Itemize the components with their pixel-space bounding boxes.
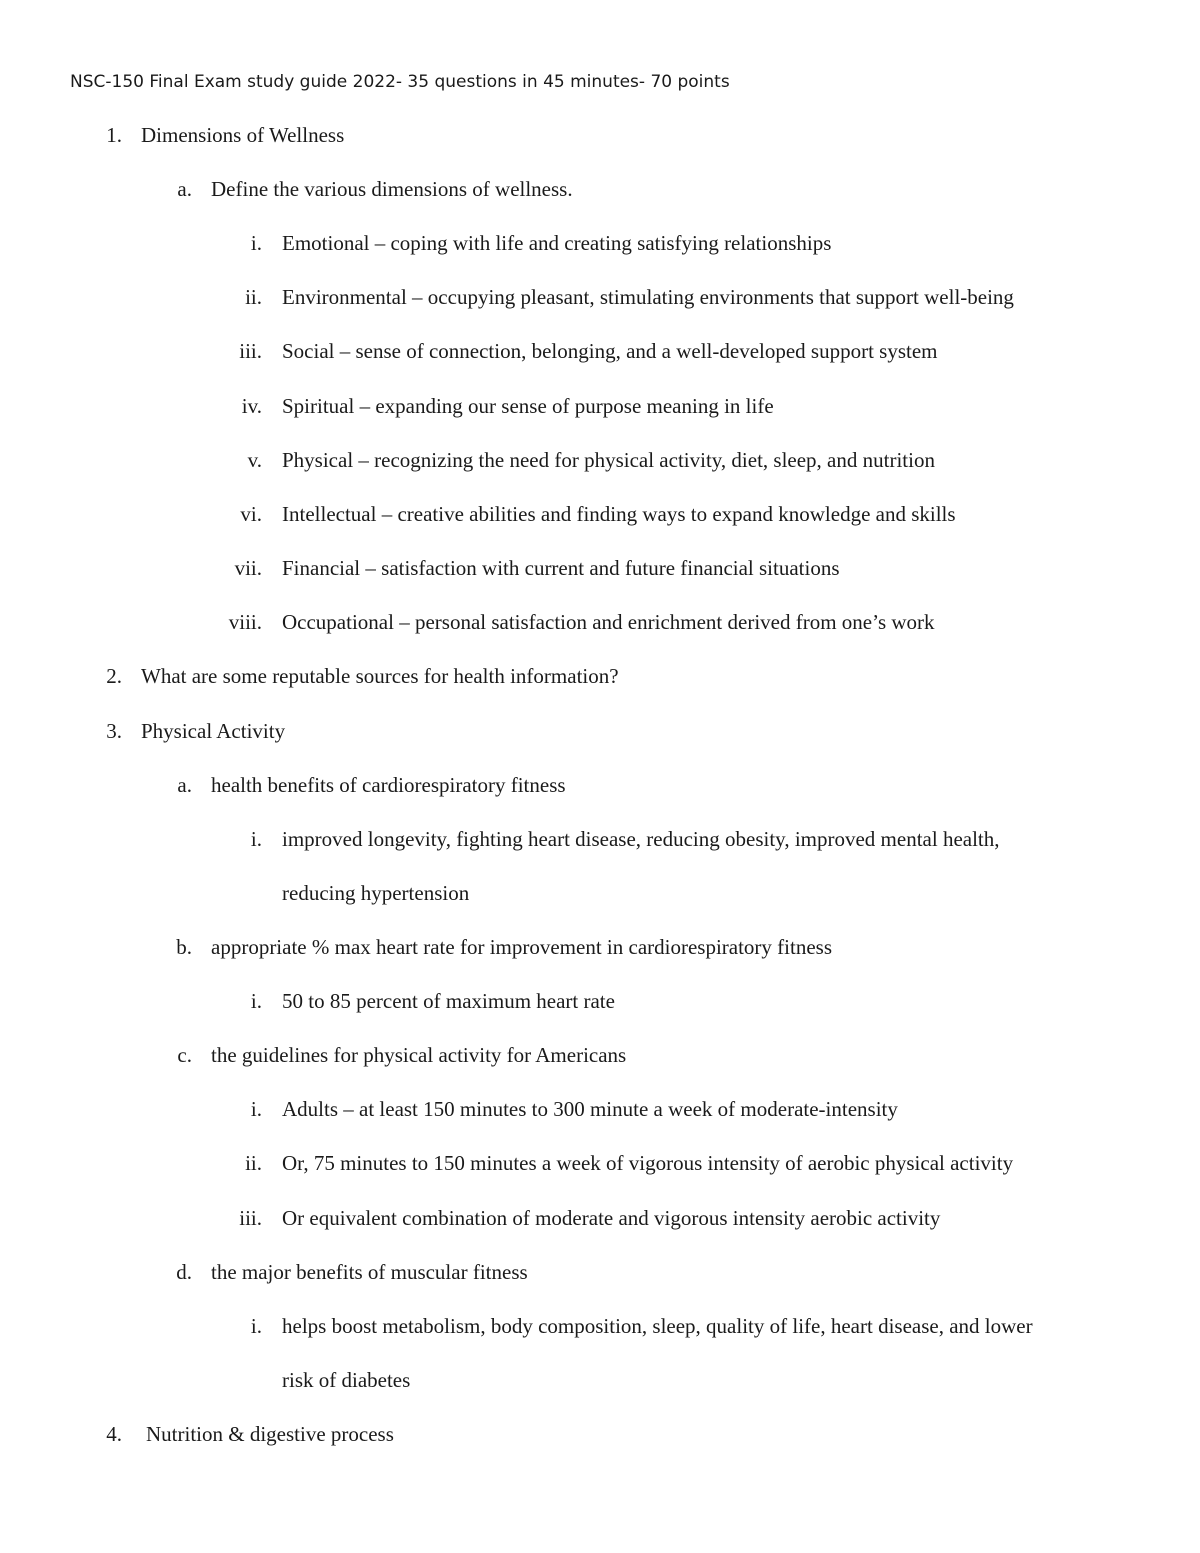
list-marker: iii. xyxy=(239,339,262,363)
list-marker: 1. xyxy=(106,123,122,147)
list-item-text: helps boost metabolism, body composition, sleep, quality of life, heart disease, and lower xyxy=(282,1314,1033,1338)
list-item-text: health benefits of cardiorespiratory fitness xyxy=(211,773,566,797)
list-item-text: Spiritual – expanding our sense of purpose meaning in life xyxy=(282,394,774,418)
list-marker: iii. xyxy=(239,1206,262,1230)
list-item-text: reducing hypertension xyxy=(282,881,470,905)
list-marker: c. xyxy=(177,1043,192,1067)
list-item-text: Emotional – coping with life and creating satisfying relationships xyxy=(282,231,832,255)
list-marker: 4. xyxy=(106,1422,122,1446)
list-marker: i. xyxy=(250,989,262,1013)
list-item-text: Financial – satisfaction with current and future financial situations xyxy=(282,556,840,580)
list-marker: i. xyxy=(250,827,262,851)
list-item-text: Nutrition & digestive process xyxy=(146,1422,394,1446)
list-item-text: Or equivalent combination of moderate and vigorous intensity aerobic activity xyxy=(282,1206,941,1230)
list-item-text: the major benefits of muscular fitness xyxy=(211,1260,528,1284)
list-marker: i. xyxy=(250,1097,262,1121)
list-item-text: improved longevity, fighting heart disease, reducing obesity, improved mental health, xyxy=(282,827,1000,851)
list-item-text: Physical Activity xyxy=(141,719,286,743)
list-marker: viii. xyxy=(228,610,262,634)
list-marker: b. xyxy=(176,935,192,959)
list-item-text: Environmental – occupying pleasant, stimulating environments that support well-being xyxy=(282,285,1014,309)
list-item-text: Dimensions of Wellness xyxy=(141,123,345,147)
list-item-text: Physical – recognizing the need for physical activity, diet, sleep, and nutrition xyxy=(282,448,935,472)
list-item-text: Intellectual – creative abilities and finding ways to expand knowledge and skills xyxy=(282,502,956,526)
list-marker: a. xyxy=(177,773,192,797)
list-marker: iv. xyxy=(241,394,262,418)
list-marker: ii. xyxy=(245,285,262,309)
list-item-text: Occupational – personal satisfaction and enrichment derived from one’s work xyxy=(282,610,935,634)
list-marker: d. xyxy=(176,1260,192,1284)
list-item-text: the guidelines for physical activity for Americans xyxy=(211,1043,627,1067)
list-marker: i. xyxy=(250,231,262,255)
list-item-text: Define the various dimensions of wellness. xyxy=(211,177,573,201)
list-item-text: appropriate % max heart rate for improvement in cardiorespiratory fitness xyxy=(211,935,833,959)
list-item-text: Adults – at least 150 minutes to 300 minute a week of moderate-intensity xyxy=(282,1097,898,1121)
list-marker: v. xyxy=(247,448,262,472)
list-marker: 2. xyxy=(106,664,122,688)
list-marker: 3. xyxy=(106,719,122,743)
list-marker: vi. xyxy=(240,502,262,526)
list-item-text: 50 to 85 percent of maximum heart rate xyxy=(282,989,615,1013)
list-marker: ii. xyxy=(245,1151,262,1175)
list-item-text: What are some reputable sources for health information? xyxy=(141,664,619,688)
list-marker: vii. xyxy=(234,556,262,580)
list-marker: i. xyxy=(250,1314,262,1338)
list-item-text: risk of diabetes xyxy=(282,1368,411,1392)
list-item-text: Or, 75 minutes to 150 minutes a week of vigorous intensity of aerobic physical activity xyxy=(282,1151,1014,1175)
list-marker: a. xyxy=(177,177,192,201)
list-item-text: Social – sense of connection, belonging, and a well-developed support system xyxy=(282,339,938,363)
document-title: NSC-150 Final Exam study guide 2022- 35 questions in 45 minutes- 70 points xyxy=(70,72,730,92)
